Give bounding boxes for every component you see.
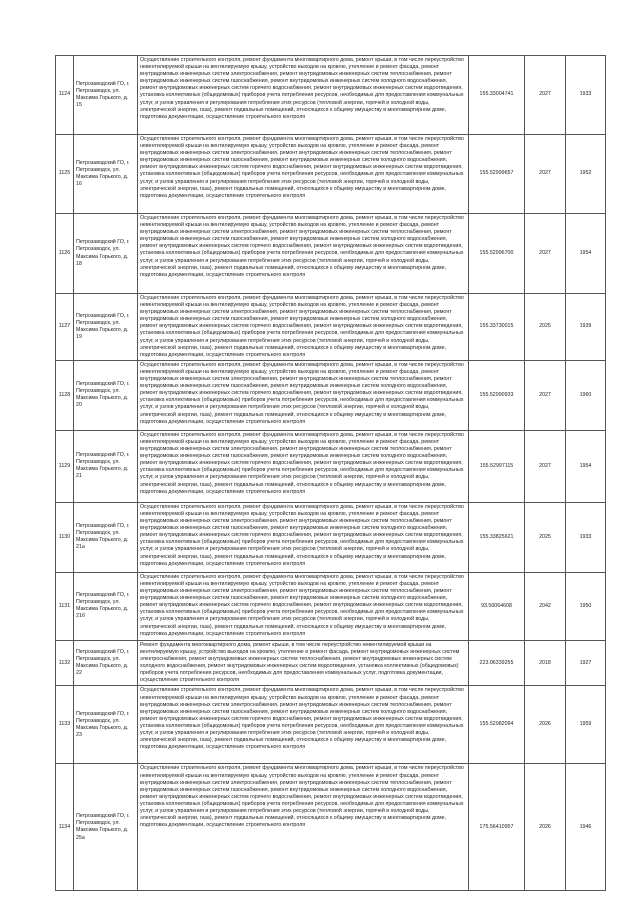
works-list-cell: Осуществление строительного контроля, ремонт фундамента многоквартирного дома, ремонт крыши, в том числе переустройство невентилируемой крыши на вентилируемую крышу, устройство выходов на кровлю, утепление и ремонт фасада, ремонт внутридомовых инженерных систем электроснабжения, ремонт внутридомовых инженерных систем теплоснабжения, ремонт внутридомовых инженерных систем газоснабжения, ремонт внутридомовых инженерных систем холодного водоснабжения, ремонт внутридомовых инженерных систем горячего водоснабжения, ремонт внутридомовых инженерных систем водоотведения, установка коллективных (общедомовых) приборов учета потребления ресурсов, необходимых для предоставления коммунальных услуг, и узлов управления и регулирования потребления этих ресурсов (тепловой энергии, горячей и холодной воды, электрической энергии, газа), ремонт подвальных помещений, относящихся к общему имуществу в многоквартирном доме, подготовка документации, осуществление строительного контроля — [138, 214, 469, 294]
address-cell: Петрозаводский ГО, г. Петрозаводск, ул. Максима Горького, д. 21б — [74, 572, 138, 640]
table-row — [56, 764, 606, 891]
works-list-cell: Осуществление строительного контроля, ремонт фундамента многоквартирного дома, ремонт крыши, в том числе переустройство невентилируемой крыши на вентилируемую крышу, устройство выходов на кровлю, утепление и ремонт фасада, ремонт внутридомовых инженерных систем электроснабжения, ремонт внутридомовых инженерных систем теплоснабжения, ремонт внутридомовых инженерных систем газоснабжения, ремонт внутридомовых инженерных систем холодного водоснабжения, ремонт внутридомовых инженерных систем горячего водоснабжения, ремонт внутридомовых инженерных систем водоотведения, установка коллективных (общедомовых) приборов учета потребления ресурсов, необходимых для предоставления коммунальных услуг, и узлов управления и регулирования потребления этих ресурсов (тепловой энергии, горячей и холодной воды, электрической энергии, газа), ремонт подвальных помещений, относящихся к общему имуществу в многоквартирном доме, подготовка документации, осуществление строительного контроля — [138, 360, 469, 430]
row-number-cell: 1133 — [56, 686, 74, 764]
table-row — [56, 135, 606, 214]
cost-cell: 175.56410957 — [469, 764, 525, 891]
works-list-cell: Осуществление строительного контроля, ремонт фундамента многоквартирного дома, ремонт крыши, в том числе переустройство невентилируемой крыши на вентилируемую крышу, устройство выходов на кровлю, утепление и ремонт фасада, ремонт внутридомовых инженерных систем электроснабжения, ремонт внутридомовых инженерных систем теплоснабжения, ремонт внутридомовых инженерных систем газоснабжения, ремонт внутридомовых инженерных систем холодного водоснабжения, ремонт внутридомовых инженерных систем горячего водоснабжения, ремонт внутридомовых инженерных систем водоотведения, установка коллективных (общедомовых) приборов учета потребления ресурсов, необходимых для предоставления коммунальных услуг, и узлов управления и регулирования потребления этих ресурсов (тепловой энергии, горячей и холодной воды, электрической энергии, газа), ремонт подвальных помещений, относящихся к общему имуществу в многоквартирном доме, подготовка документации, осуществление строительного контроля — [138, 294, 469, 361]
build-year-cell: 1946 — [566, 764, 606, 891]
build-year-cell: 1954 — [566, 430, 606, 502]
address-cell: Петрозаводский ГО, г. Петрозаводск, ул. Максима Горького, д. 20 — [74, 360, 138, 430]
planned-year-cell: 2025 — [525, 294, 566, 361]
table-row — [56, 360, 606, 430]
cost-cell: 155.33730015 — [469, 294, 525, 361]
planned-year-cell: 2018 — [525, 640, 566, 686]
address-cell: Петрозаводский ГО, г. Петрозаводск, ул. Максима Горького, д. 22 — [74, 640, 138, 686]
build-year-cell: 1950 — [566, 572, 606, 640]
planned-year-cell: 2027 — [525, 135, 566, 214]
works-list-cell: Осуществление строительного контроля, ремонт фундамента многоквартирного дома, ремонт крыши, в том числе переустройство невентилируемой крыши на вентилируемую крышу, устройство выходов на кровлю, утепление и ремонт фасада, ремонт внутридомовых инженерных систем электроснабжения, ремонт внутридомовых инженерных систем теплоснабжения, ремонт внутридомовых инженерных систем газоснабжения, ремонт внутридомовых инженерных систем холодного водоснабжения, ремонт внутридомовых инженерных систем горячего водоснабжения, ремонт внутридомовых инженерных систем водоотведения, установка коллективных (общедомовых) приборов учета потребления ресурсов, необходимых для предоставления коммунальных услуг, и узлов управления и регулирования потребления этих ресурсов (тепловой энергии, горячей и холодной воды, электрической энергии, газа), ремонт подвальных помещений, относящихся к общему имуществу в многоквартирном доме, подготовка документации, осуществление строительного контроля — [138, 686, 469, 764]
capital-repair-table — [55, 55, 606, 891]
works-list-cell: Ремонт фундамента многоквартирного дома, ремонт крыши, в том числе переустройство невентилируемой крыши на вентилируемую крышу, устройство выходов на кровлю, утепление и ремонт фасада, ремонт внутридомовых инженерных систем электроснабжения, ремонт внутридомовых инженерных систем теплоснабжения, ремонт внутридомовых инженерных систем холодного водоснабжения, ремонт внутридомовых инженерных систем водоотведения, установка коллективных (общедомовых) приборов учета потребления ресурсов, необходимых для предоставления коммунальных услуг, подготовка документации, осуществление строительного контроля — [138, 640, 469, 686]
planned-year-cell: 2027 — [525, 430, 566, 502]
address-cell: Петрозаводский ГО, г. Петрозаводск, ул. Максима Горького, д. 18 — [74, 214, 138, 294]
address-cell: Петрозаводский ГО, г. Петрозаводск, ул. Максима Горького, д. 21 — [74, 430, 138, 502]
works-list-cell: Осуществление строительного контроля, ремонт фундамента многоквартирного дома, ремонт крыши, в том числе переустройство невентилируемой крыши на вентилируемую крышу, устройство выходов на кровлю, утепление и ремонт фасада, ремонт внутридомовых инженерных систем электроснабжения, ремонт внутридомовых инженерных систем теплоснабжения, ремонт внутридомовых инженерных систем газоснабжения, ремонт внутридомовых инженерных систем холодного водоснабжения, ремонт внутридомовых инженерных систем горячего водоснабжения, ремонт внутридомовых инженерных систем водоотведения, установка коллективных (общедомовых) приборов учета потребления ресурсов, необходимых для предоставления коммунальных услуг, и узлов управления и регулирования потребления этих ресурсов (тепловой энергии, горячей и холодной воды, электрической энергии, газа), ремонт подвальных помещений, относящихся к общему имуществу в многоквартирном доме, подготовка документации, осуществление строительного контроля — [138, 135, 469, 214]
document-page — [55, 55, 605, 891]
address-cell: Петрозаводский ГО, г. Петрозаводск, ул. Максима Горького, д. 15 — [74, 56, 138, 135]
works-list-cell: Осуществление строительного контроля, ремонт фундамента многоквартирного дома, ремонт крыши, в том числе переустройство невентилируемой крыши на вентилируемую крышу, устройство выходов на кровлю, утепление и ремонт фасада, ремонт внутридомовых инженерных систем электроснабжения, ремонт внутридомовых инженерных систем теплоснабжения, ремонт внутридомовых инженерных систем газоснабжения, ремонт внутридомовых инженерных систем холодного водоснабжения, ремонт внутридомовых инженерных систем горячего водоснабжения, ремонт внутридомовых инженерных систем водоотведения, установка коллективных (общедомовых) приборов учета потребления ресурсов, необходимых для предоставления коммунальных услуг, и узлов управления и регулирования потребления этих ресурсов (тепловой энергии, горячей и холодной воды, электрической энергии, газа), ремонт подвальных помещений, относящихся к общему имуществу в многоквартирном доме, подготовка документации, осуществление строительного контроля — [138, 430, 469, 502]
planned-year-cell: 2042 — [525, 572, 566, 640]
table-row — [56, 686, 606, 764]
table-row — [56, 294, 606, 361]
row-number-cell: 1128 — [56, 360, 74, 430]
table-row — [56, 430, 606, 502]
table-row — [56, 572, 606, 640]
works-list-cell: Осуществление строительного контроля, ремонт фундамента многоквартирного дома, ремонт крыши, в том числе переустройство невентилируемой крыши на вентилируемую крышу, устройство выходов на кровлю, утепление и ремонт фасада, ремонт внутридомовых инженерных систем электроснабжения, ремонт внутридомовых инженерных систем теплоснабжения, ремонт внутридомовых инженерных систем газоснабжения, ремонт внутридомовых инженерных систем холодного водоснабжения, ремонт внутридомовых инженерных систем горячего водоснабжения, ремонт внутридомовых инженерных систем водоотведения, установка коллективных (общедомовых) приборов учета потребления ресурсов, необходимых для предоставления коммунальных услуг, и узлов управления и регулирования потребления этих ресурсов (тепловой энергии, горячей и холодной воды, электрической энергии, газа), ремонт подвальных помещений, относящихся к общему имуществу в многоквартирном доме, подготовка документации, осуществление строительного контроля — [138, 56, 469, 135]
row-number-cell: 1127 — [56, 294, 74, 361]
build-year-cell: 1939 — [566, 294, 606, 361]
row-number-cell: 1125 — [56, 135, 74, 214]
build-year-cell: 1933 — [566, 56, 606, 135]
row-number-cell: 1129 — [56, 430, 74, 502]
cost-cell: 155.33004741 — [469, 56, 525, 135]
planned-year-cell: 2027 — [525, 214, 566, 294]
table-row — [56, 214, 606, 294]
works-list-cell: Осуществление строительного контроля, ремонт фундамента многоквартирного дома, ремонт крыши, в том числе переустройство невентилируемой крыши на вентилируемую крышу, устройство выходов на кровлю, утепление и ремонт фасада, ремонт внутридомовых инженерных систем электроснабжения, ремонт внутридомовых инженерных систем теплоснабжения, ремонт внутридомовых инженерных систем газоснабжения, ремонт внутридомовых инженерных систем холодного водоснабжения, ремонт внутридомовых инженерных систем горячего водоснабжения, ремонт внутридомовых инженерных систем водоотведения, установка коллективных (общедомовых) приборов учета потребления ресурсов, необходимых для предоставления коммунальных услуг, и узлов управления и регулирования потребления этих ресурсов (тепловой энергии, горячей и холодной воды, электрической энергии, газа), ремонт подвальных помещений, относящихся к общему имуществу в многоквартирном доме, подготовка документации, осуществление строительного контроля — [138, 502, 469, 572]
build-year-cell: 1933 — [566, 502, 606, 572]
planned-year-cell: 2027 — [525, 360, 566, 430]
build-year-cell: 1952 — [566, 135, 606, 214]
planned-year-cell: 2027 — [525, 56, 566, 135]
cost-cell: 155.52990933 — [469, 360, 525, 430]
build-year-cell: 1927 — [566, 640, 606, 686]
table-body — [56, 56, 606, 891]
cost-cell: 155.52999657 — [469, 135, 525, 214]
cost-cell: 155.52997115 — [469, 430, 525, 502]
row-number-cell: 1130 — [56, 502, 74, 572]
table-row — [56, 56, 606, 135]
works-list-cell: Осуществление строительного контроля, ремонт фундамента многоквартирного дома, ремонт крыши, в том числе переустройство невентилируемой крыши на вентилируемую крышу, устройство выходов на кровлю, утепление и ремонт фасада, ремонт внутридомовых инженерных систем электроснабжения, ремонт внутридомовых инженерных систем теплоснабжения, ремонт внутридомовых инженерных систем газоснабжения, ремонт внутридомовых инженерных систем холодного водоснабжения, ремонт внутридомовых инженерных систем горячего водоснабжения, ремонт внутридомовых инженерных систем водоотведения, установка коллективных (общедомовых) приборов учета потребления ресурсов, необходимых для предоставления коммунальных услуг, и узлов управления и регулирования потребления этих ресурсов (тепловой энергии, горячей и холодной воды, электрической энергии, газа), ремонт подвальных помещений, относящихся к общему имуществу в многоквартирном доме, подготовка документации, осуществление строительного контроля — [138, 572, 469, 640]
cost-cell: 155.33825621 — [469, 502, 525, 572]
cost-cell: 155.52982094 — [469, 686, 525, 764]
build-year-cell: 1959 — [566, 686, 606, 764]
row-number-cell: 1134 — [56, 764, 74, 891]
build-year-cell: 1960 — [566, 360, 606, 430]
table-row — [56, 640, 606, 686]
planned-year-cell: 2026 — [525, 764, 566, 891]
address-cell: Петрозаводский ГО, г. Петрозаводск, ул. Максима Горького, д. 23 — [74, 686, 138, 764]
cost-cell: 93.50064608 — [469, 572, 525, 640]
address-cell: Петрозаводский ГО, г. Петрозаводск, ул. Максима Горького, д. 21а — [74, 502, 138, 572]
address-cell: Петрозаводский ГО, г. Петрозаводск, ул. Максима Горького, д. 25а — [74, 764, 138, 891]
row-number-cell: 1124 — [56, 56, 74, 135]
row-number-cell: 1126 — [56, 214, 74, 294]
address-cell: Петрозаводский ГО, г. Петрозаводск, ул. Максима Горького, д. 16 — [74, 135, 138, 214]
planned-year-cell: 2026 — [525, 686, 566, 764]
build-year-cell: 1954 — [566, 214, 606, 294]
works-list-cell: Осуществление строительного контроля, ремонт фундамента многоквартирного дома, ремонт крыши, в том числе переустройство невентилируемой крыши на вентилируемую крышу, устройство выходов на кровлю, утепление и ремонт фасада, ремонт внутридомовых инженерных систем электроснабжения, ремонт внутридомовых инженерных систем теплоснабжения, ремонт внутридомовых инженерных систем газоснабжения, ремонт внутридомовых инженерных систем холодного водоснабжения, ремонт внутридомовых инженерных систем горячего водоснабжения, ремонт внутридомовых инженерных систем водоотведения, установка коллективных (общедомовых) приборов учета потребления ресурсов, необходимых для предоставления коммунальных услуг, и узлов управления и регулирования потребления этих ресурсов (тепловой энергии, горячей и холодной воды, электрической энергии, газа), ремонт подвальных помещений, относящихся к общему имуществу в многоквартирном доме, подготовка документации, осуществление строительного контроля — [138, 764, 469, 891]
row-number-cell: 1132 — [56, 640, 74, 686]
cost-cell: 223.06339255 — [469, 640, 525, 686]
address-cell: Петрозаводский ГО, г. Петрозаводск, ул. Максима Горького, д. 19 — [74, 294, 138, 361]
planned-year-cell: 2025 — [525, 502, 566, 572]
table-row — [56, 502, 606, 572]
cost-cell: 155.52996700 — [469, 214, 525, 294]
row-number-cell: 1131 — [56, 572, 74, 640]
